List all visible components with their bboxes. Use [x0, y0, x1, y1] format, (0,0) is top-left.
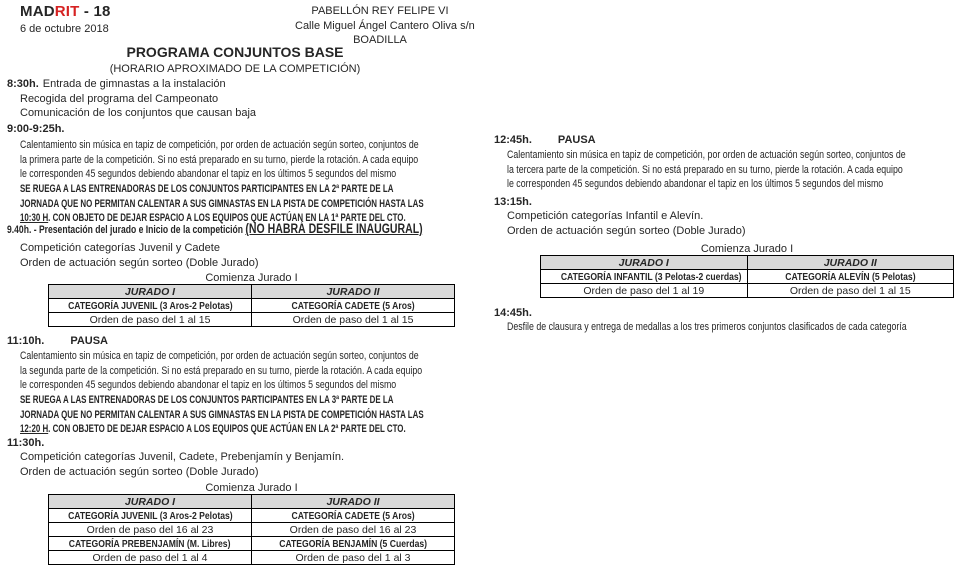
warning-text: JORNADA QUE NO PERMITAN CALENTAR A SUS GIMNASTAS EN LA PISTA DE COMPETICIÓN HASTA LAS [20, 408, 424, 421]
category-cell [747, 270, 954, 284]
schedule-text: Calentamiento sin música en tapiz de competición, por orden de actuación según sorteo, conjuntos de [507, 149, 906, 161]
warning-text: SE RUEGA A LAS ENTRENADORAS DE LOS CONJUNTOS PARTICIPANTES EN LA 3ª PARTE DE LA [20, 394, 394, 406]
jurado-header-cell: JURADO II [252, 495, 455, 509]
warning-text: . CON OBJETO DE DEJAR ESPACIO A LOS EQUIPOS QUE ACTÚAN EN LA 1ª PARTE DEL CTO. [48, 212, 406, 225]
orden-cell: Orden de paso del 1 al 19 [541, 284, 748, 298]
section-1130-lines [20, 450, 344, 479]
schedule-line [7, 77, 256, 92]
schedule-text: Competición categorías Infantil e Alevín. [507, 210, 704, 222]
schedule-text: Orden de actuación según sorteo (Doble Jurado) [20, 465, 259, 478]
schedule-text: le corresponden 45 segundos debiendo abandonar el tapiz en los últimos 5 segundos del mismo [20, 379, 397, 392]
category-cell [252, 509, 455, 523]
category-label: CATEGORÍA ALEVÍN (5 Pelotas) [785, 270, 916, 283]
brand-title [20, 3, 111, 20]
venue-block [295, 4, 475, 48]
category-label: CATEGORÍA CADETE (5 Aros) [291, 509, 415, 522]
schedule-text: Competición categorías Juvenil y Cadete [20, 242, 220, 254]
section-1315-lines [507, 209, 745, 238]
category-label: CATEGORÍA BENJAMÍN (5 Cuerdas) [279, 537, 427, 550]
section-1245-paragraph [507, 148, 960, 192]
section-900-paragraph [20, 138, 518, 182]
brand-part-red: RIT [54, 3, 80, 20]
schedule-text: le corresponden 45 segundos debiendo abandonar el tapiz en los últimos 5 segundos del mismo [20, 168, 397, 181]
orden-cell: Orden de paso del 1 al 15 [747, 284, 954, 298]
pausa-label: PAUSA [70, 335, 109, 347]
section-940-heading [7, 222, 423, 238]
category-label: CATEGORÍA JUVENIL (3 Aros-2 Pelotas) [67, 299, 233, 312]
table-row [49, 285, 455, 299]
warning-text [20, 422, 424, 437]
table-row [49, 299, 455, 313]
table-row [49, 495, 455, 509]
event-date: 6 de octubre 2018 [20, 23, 109, 35]
schedule-text: la tercera parte de la competición. Si no está preparado en su turno, pierde la rotación. A cada equipo [507, 163, 903, 176]
time-label: 11:30h. [7, 437, 45, 449]
schedule-text: Entrada de gimnastas a la instalación [42, 78, 226, 90]
table-row [49, 523, 455, 537]
jurado-header-cell: JURADO I [49, 495, 252, 509]
orden-cell: Orden de paso del 1 al 15 [252, 313, 455, 327]
schedule-text: Calentamiento sin música en tapiz de competición, por orden de actuación según sorteo, conjuntos de [20, 139, 419, 151]
table-row [541, 270, 954, 284]
program-title-block [0, 44, 470, 77]
category-label: CATEGORÍA PREBENJAMÍN (M. Libres) [69, 537, 231, 550]
table-caption: Comienza Jurado I [205, 272, 298, 284]
table-row [49, 551, 455, 565]
category-label: CATEGORÍA CADETE (5 Aros) [291, 299, 415, 312]
category-cell [49, 299, 252, 313]
orden-cell: Orden de paso del 16 al 23 [49, 523, 252, 537]
section-1245-heading [494, 133, 596, 148]
time-label: 9:00-9:25h. [7, 123, 65, 135]
program-title: PROGRAMA CONJUNTOS BASE [126, 44, 344, 60]
table-row [541, 256, 954, 270]
venue-line: PABELLÓN REY FELIPE VI [311, 5, 449, 17]
program-subtitle: (HORARIO APROXIMADO DE LA COMPETICIÓN) [109, 63, 361, 75]
schedule-text: Calentamiento sin música en tapiz de competición, por orden de actuación según sorteo, conjuntos de [20, 350, 419, 362]
section-830 [7, 77, 256, 121]
time-label: 8:30h. [7, 78, 39, 90]
brand-block [20, 3, 111, 37]
warning-text: SE RUEGA A LAS ENTRENADORAS DE LOS CONJUNTOS PARTICIPANTES EN LA 2ª PARTE DE LA [20, 183, 394, 195]
orden-cell: Orden de paso del 16 al 23 [252, 523, 455, 537]
time-label: 11:10h. [7, 335, 45, 347]
underlined-time: 10:30 H [20, 212, 49, 225]
table-caption: Comienza Jurado I [700, 243, 794, 255]
table-row [49, 313, 455, 327]
jurado-header-cell: JURADO II [747, 256, 954, 270]
jurado-header-cell: JURADO I [541, 256, 748, 270]
orden-cell: Orden de paso del 1 al 15 [49, 313, 252, 327]
table-row [541, 284, 954, 298]
table-caption: Comienza Jurado I [205, 482, 298, 494]
orden-cell: Orden de paso del 1 al 4 [49, 551, 252, 565]
category-label: CATEGORÍA INFANTIL (3 Pelotas-2 cuerdas) [560, 270, 742, 283]
schedule-text: Orden de actuación según sorteo (Doble Jurado) [20, 256, 259, 269]
time-label: 14:45h. [494, 307, 532, 319]
no-parade-notice: (NO HABRÁ DESFILE INAUGURAL) [245, 221, 423, 236]
section-1110-paragraph [20, 349, 523, 393]
time-label: 13:15h. [494, 196, 532, 208]
schedule-text: le corresponden 45 segundos debiendo abandonar el tapiz en los últimos 5 segundos del mismo [507, 178, 884, 191]
category-cell [49, 509, 252, 523]
schedule-text: Comunicación de los conjuntos que causan baja [20, 107, 257, 120]
brand-part-black2: - 18 [79, 3, 111, 20]
schedule-text: Orden de actuación según sorteo (Doble Jurado) [507, 224, 746, 237]
schedule-text: la segunda parte de la competición. Si no está preparado en su turno, pierde la rotación. A cada equipo [20, 364, 423, 377]
jurado-table-1130 [48, 494, 455, 565]
schedule-text: la primera parte de la competición. Si no está preparado en su turno, pierde la rotación. A cada equipo [20, 153, 419, 166]
pausa-label: PAUSA [557, 134, 596, 146]
venue-line: Calle Miguel Ángel Cantero Oliva s/n [295, 19, 475, 32]
section-1110-heading [7, 334, 108, 349]
category-cell [252, 537, 455, 551]
category-cell [252, 299, 455, 313]
schedule-text: Competición categorías Juvenil, Cadete, Prebenjamín y Benjamín. [20, 451, 345, 463]
underlined-time: 12:20 H [20, 423, 49, 436]
table-row [49, 537, 455, 551]
schedule-text: Desfile de clausura y entrega de medallas a los tres primeros conjuntos clasificados de cada categoría [507, 321, 907, 333]
section-940-lines [20, 241, 258, 270]
category-label: CATEGORÍA JUVENIL (3 Aros-2 Pelotas) [67, 509, 233, 522]
section-heading: 9.40h. - Presentación del jurado e Inicio de la competición [7, 224, 246, 236]
section-1110-warning [20, 393, 581, 437]
jurado-header-cell: JURADO II [252, 285, 455, 299]
jurado-header-cell: JURADO I [49, 285, 252, 299]
category-cell [541, 270, 748, 284]
orden-cell: Orden de paso del 1 al 3 [252, 551, 455, 565]
table-row [49, 509, 455, 523]
time-label: 12:45h. [494, 134, 532, 146]
brand-part-black1: MAD [20, 3, 55, 20]
schedule-text: Recogida del programa del Campeonato [20, 92, 219, 105]
category-cell [49, 537, 252, 551]
jurado-table-1315 [540, 255, 954, 298]
warning-text: . CON OBJETO DE DEJAR ESPACIO A LOS EQUIPOS QUE ACTÚAN EN LA 2ª PARTE DEL CTO. [48, 423, 406, 436]
venue-line: BOADILLA [353, 34, 407, 46]
warning-text: JORNADA QUE NO PERMITAN CALENTAR A SUS GIMNASTAS EN LA PISTA DE COMPETICIÓN HASTA LAS [20, 197, 424, 210]
jurado-table-940 [48, 284, 455, 327]
